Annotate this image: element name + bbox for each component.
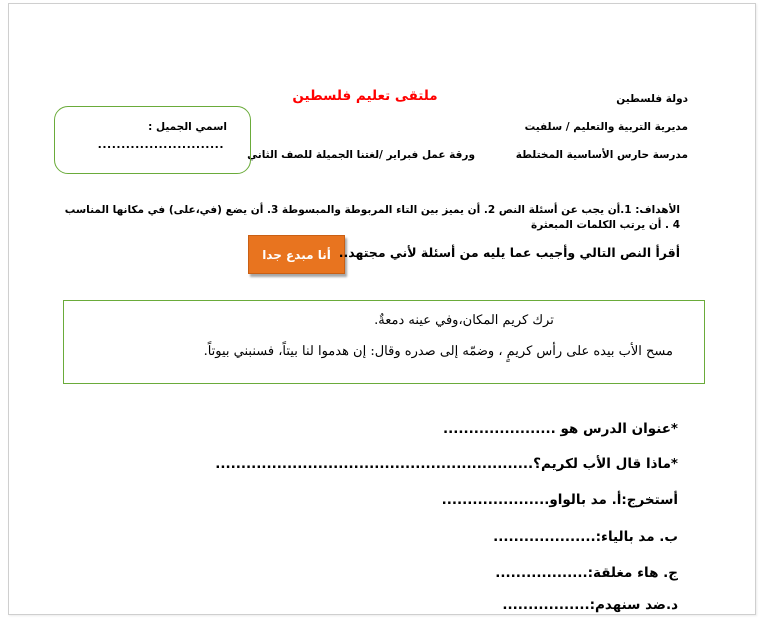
reading-instruction: أقرأ النص التالي وأجيب عما يليه من أسئلة لأني مجتهد..	[338, 245, 680, 260]
question-extract-yaa[interactable]: ب. مد بالياء:....................	[493, 529, 678, 545]
header-state: دولة فلسطين	[616, 93, 688, 105]
question-closed-haa[interactable]: ج. هاء مغلقة:..................	[495, 565, 678, 581]
header-worksheet: ورقة عمل فبراير /لغتنا الجميلة للصف الثاني	[247, 149, 475, 161]
motivation-badge: أنا مبدع جدا	[248, 235, 345, 274]
passage-line-1: ترك كريم المكان،وفي عينه دمعةٌ.	[374, 313, 554, 328]
question-father-said[interactable]: *ماذا قال الأب لكريم؟..............................................................	[215, 456, 678, 472]
header-directorate: مديرية التربية والتعليم / سلفيت	[524, 121, 688, 133]
question-opposite[interactable]: د.ضد سنهدم:.................	[502, 597, 678, 613]
goals-line-1: الأهداف: 1.أن يجب عن أسئلة النص 2. أن يميز بين التاء المربوطة والمبسوطة 3. أن يضع (في،على) في مكانها المناسب	[64, 204, 680, 216]
question-extract-waw[interactable]: أستخرج:أ. مد بالواو.....................	[441, 492, 678, 508]
student-name-field[interactable]: ...........................	[97, 138, 224, 151]
header-school: مدرسة حارس الأساسية المختلطة	[515, 149, 688, 161]
passage-line-2: مسح الأب بيده على رأس كريمٍ ، وضمّه إلى صدره وقال: إن هدموا لنا بيتاً، فسنبني بيوتاً.	[203, 344, 673, 359]
page-title: ملتقى تعليم فلسطين	[292, 88, 438, 104]
passage-line-1-wrap	[63, 309, 705, 328]
question-lesson-title[interactable]: *عنوان الدرس هو ......................	[442, 421, 678, 437]
goals-line-2: 4 . أن يرتب الكلمات المبعثرة	[531, 219, 680, 231]
student-name-label: اسمي الجميل :	[148, 121, 227, 133]
